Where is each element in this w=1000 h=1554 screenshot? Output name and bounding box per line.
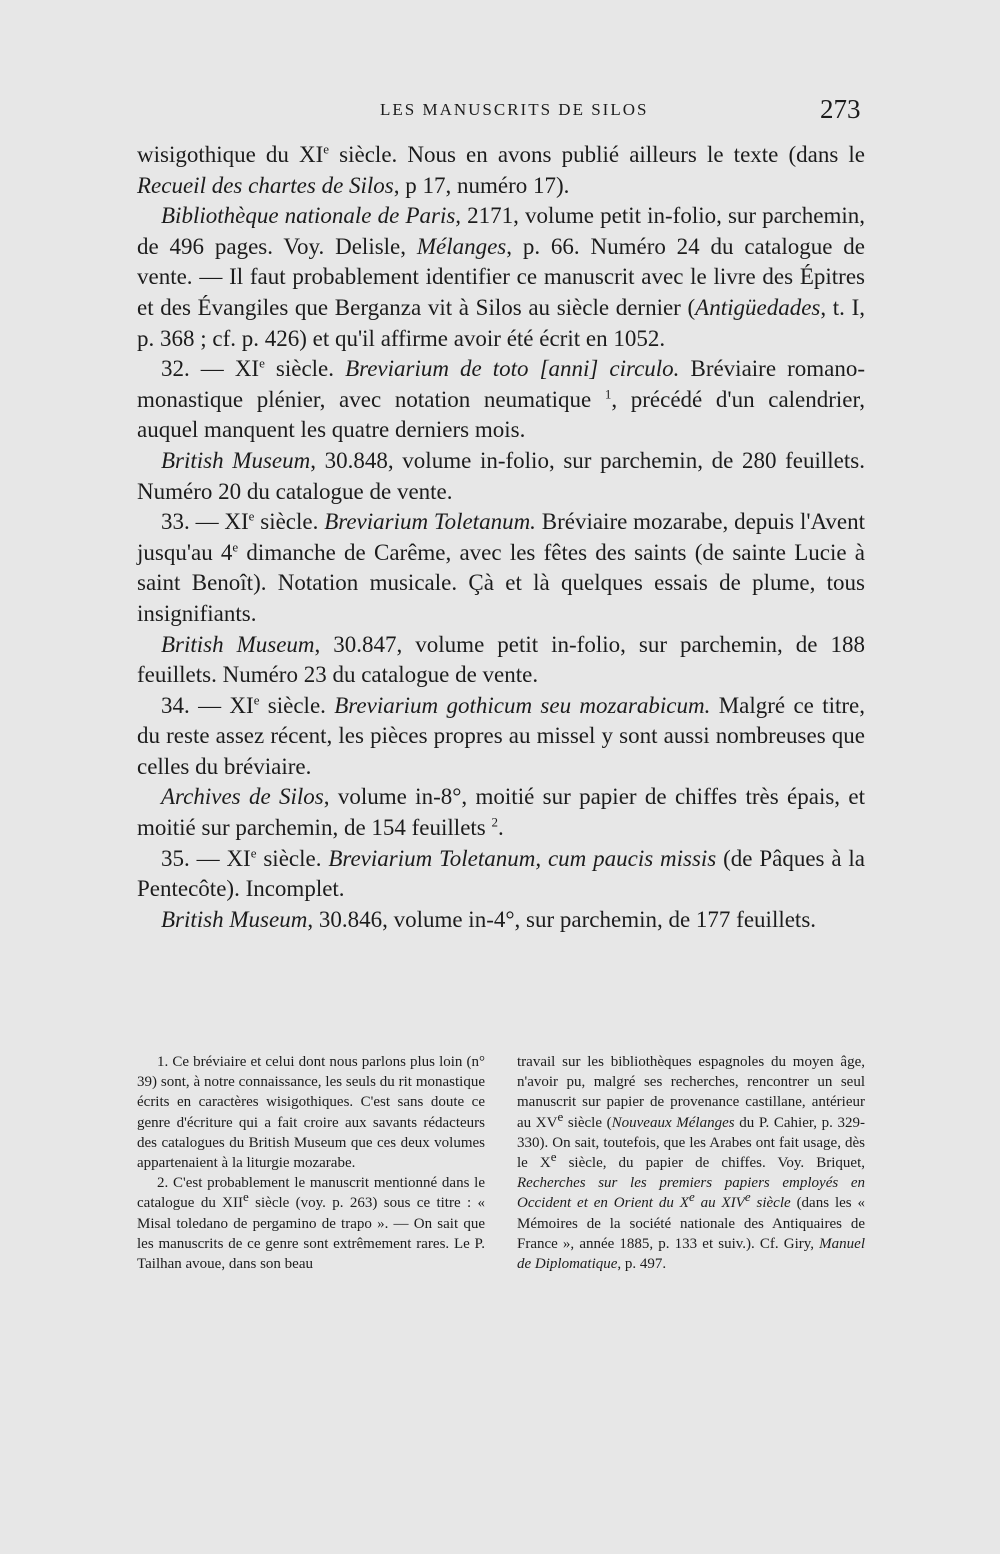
italic-run: Nouveaux Mélanges bbox=[611, 1114, 735, 1131]
superscript: e bbox=[243, 1189, 249, 1205]
text-run: , p. 497. bbox=[617, 1256, 667, 1273]
italic-run: Bibliothèque nationale de Paris, bbox=[161, 203, 462, 229]
italic-run: British Museum bbox=[161, 906, 308, 932]
text-run: wisigothique du XI bbox=[137, 142, 324, 167]
paragraph bbox=[137, 691, 865, 783]
text-run: 32. — XI bbox=[161, 356, 260, 382]
text-run: du P. Cahier, p. 329-330). On sait, toutefois, que les Arabes ont fait usage, dès le X bbox=[517, 1114, 866, 1172]
italic-run: Recherches sur les premiers papiers employés en Occident et en Orient du X bbox=[517, 1175, 865, 1212]
text-run: 33. — XI bbox=[161, 509, 249, 535]
text-run: 2171, volume petit in-folio, sur parchemin, de 496 pages. Voy. Delisle, bbox=[137, 203, 865, 259]
text-run: 2. C'est probablement le manuscrit mentionné dans le catalogue du XII bbox=[137, 1175, 485, 1212]
running-head bbox=[0, 94, 1000, 130]
superscript: e bbox=[557, 1108, 564, 1124]
paragraph bbox=[517, 1052, 865, 1274]
paragraph bbox=[137, 354, 865, 446]
paragraph bbox=[137, 782, 865, 843]
paragraph bbox=[137, 1173, 485, 1274]
superscript: e bbox=[232, 539, 239, 555]
italic-run: British Museum bbox=[161, 631, 315, 657]
paragraph bbox=[137, 140, 865, 201]
superscript: e bbox=[688, 1189, 695, 1205]
text-run: 1. Ce bréviaire et celui dont nous parlons plus loin (n° 39) sont, à notre connaissance, les seuls du rit monastique écrits en caractères wisigothiques. C'est sans doute ce genre d'écriture qui a fait croire aux savants rédacteurs des catalogues du British Museum que ces deux volumes appartenaient à la liturgie mozarabe. bbox=[137, 1054, 485, 1172]
paragraph bbox=[137, 507, 865, 629]
text-run: siècle ( bbox=[563, 1114, 612, 1131]
superscript: e bbox=[253, 692, 260, 708]
superscript: e bbox=[250, 845, 257, 860]
italic-run: Antigüedades bbox=[695, 294, 821, 320]
paragraph bbox=[137, 1052, 485, 1173]
text-run: siècle (voy. p. 263) sous ce titre : « Misal toledano de pergamino de trapo ». — On sait que les manuscrits de ce genre sont extrêmement rares. Le P. Tailhan avoue, dans son beau bbox=[137, 1195, 485, 1273]
footnotes-left-column bbox=[137, 1052, 485, 1274]
footnotes-right-column bbox=[517, 1052, 865, 1274]
italic-run: Breviarium Toletanum. bbox=[324, 509, 536, 535]
paragraph bbox=[137, 905, 865, 936]
text-run: , t. I, p. 368 ; cf. p. 426) et qu'il affirme avoir été écrit en 1052. bbox=[137, 294, 865, 351]
italic-run: siècle bbox=[750, 1195, 791, 1212]
superscript: e bbox=[323, 141, 330, 157]
paragraph bbox=[137, 446, 865, 507]
text-run: siècle. bbox=[256, 845, 329, 871]
text-run: (dans les « Mémoires de la société nationale des Antiquaires de France », année 1885, p. 133 et suiv.). Cf. Giry, bbox=[517, 1195, 866, 1252]
italic-run: Archives de Silos bbox=[161, 784, 324, 810]
text-run: siècle, du papier de chiffes. Voy. Briquet, bbox=[556, 1155, 865, 1172]
text-run: , p. 66. Numéro 24 du catalogue de vente. — Il faut probablement identifier ce manuscrit avec le livre des Épitres et des Évangiles que Berganza vit à Silos au siècle dernier ( bbox=[137, 233, 865, 320]
superscript: 2 bbox=[491, 814, 498, 830]
text-run: , 30.848, volume in-folio, sur parchemin, de 280 feuillets. Numéro 20 du catalogue de vente. bbox=[137, 447, 865, 504]
superscript: 1 bbox=[604, 386, 612, 402]
text-run: , volume in-8°, moitié sur papier de chiffes très épais, et moitié sur parchemin, de 154 feuillets bbox=[137, 784, 865, 841]
italic-run: Recueil des chartes de Silos bbox=[137, 172, 394, 198]
text-run: , p 17, numéro 17). bbox=[393, 172, 570, 198]
body-text bbox=[137, 140, 865, 935]
footnotes bbox=[137, 1052, 865, 1274]
text-run: 34. — XI bbox=[161, 692, 254, 718]
text-run: , précédé d'un calendrier, auquel manquent les quatre derniers mois. bbox=[137, 386, 866, 443]
text-run: , 30.847, volume petit in-folio, sur parchemin, de 188 feuillets. Numéro 23 du catalogue de vente. bbox=[137, 631, 865, 688]
text-run: , 30.846, volume in-4°, sur parchemin, de 177 feuillets. bbox=[307, 906, 817, 932]
italic-run: Mélanges bbox=[416, 233, 507, 259]
italic-run: au XIV bbox=[694, 1195, 745, 1212]
italic-run: Manuel de Diplomatique bbox=[517, 1235, 865, 1273]
text-run: . bbox=[498, 815, 504, 841]
italic-run: Breviarium gothicum seu mozarabicum. bbox=[334, 692, 711, 718]
text-run: siècle. Nous en avons publié ailleurs le texte (dans le bbox=[329, 142, 865, 167]
text-run: 35. — XI bbox=[161, 845, 251, 871]
text-run: siècle. bbox=[264, 356, 346, 382]
italic-run: British Museum bbox=[161, 447, 311, 473]
text-run: travail sur les bibliothèques espagnoles du moyen âge, n'avoir pu, malgré ses recherches, rencontrer un seul manuscrit sur papier de provenance castillane, antérieur au XV bbox=[517, 1054, 865, 1131]
text-run: siècle. bbox=[259, 692, 335, 718]
paragraph bbox=[137, 630, 865, 691]
superscript: e bbox=[259, 355, 265, 371]
text-run: Bréviaire romano-monastique plénier, avec notation neumatique bbox=[137, 356, 865, 412]
italic-run: Breviarium Toletanum, cum paucis missis bbox=[328, 845, 717, 871]
text-run: Bréviaire mozarabe, depuis l'Avent jusqu'au 4 bbox=[137, 509, 865, 565]
page-number: 273 bbox=[820, 94, 861, 124]
italic-run: Breviarium de toto [anni] circulo. bbox=[345, 356, 680, 382]
superscript: e bbox=[744, 1189, 751, 1205]
paragraph bbox=[137, 844, 865, 905]
text-run: dimanche de Carême, avec les fêtes des saints (de sainte Lucie à saint Benoît). Notation musicale. Çà et là quelques essais de plume, tous insignifiants. bbox=[137, 539, 865, 626]
text-run: (de Pâques à la Pentecôte). Incomplet. bbox=[137, 845, 865, 902]
paragraph bbox=[137, 201, 865, 354]
text-run: siècle. bbox=[254, 509, 325, 535]
text-run: Malgré ce titre, du reste assez récent, les pièces propres au missel y sont aussi nombreuses que celles du bréviaire. bbox=[137, 692, 866, 779]
superscript: e bbox=[248, 508, 255, 524]
superscript: e bbox=[550, 1149, 557, 1165]
running-title: LES MANUSCRITS DE SILOS bbox=[380, 100, 649, 119]
